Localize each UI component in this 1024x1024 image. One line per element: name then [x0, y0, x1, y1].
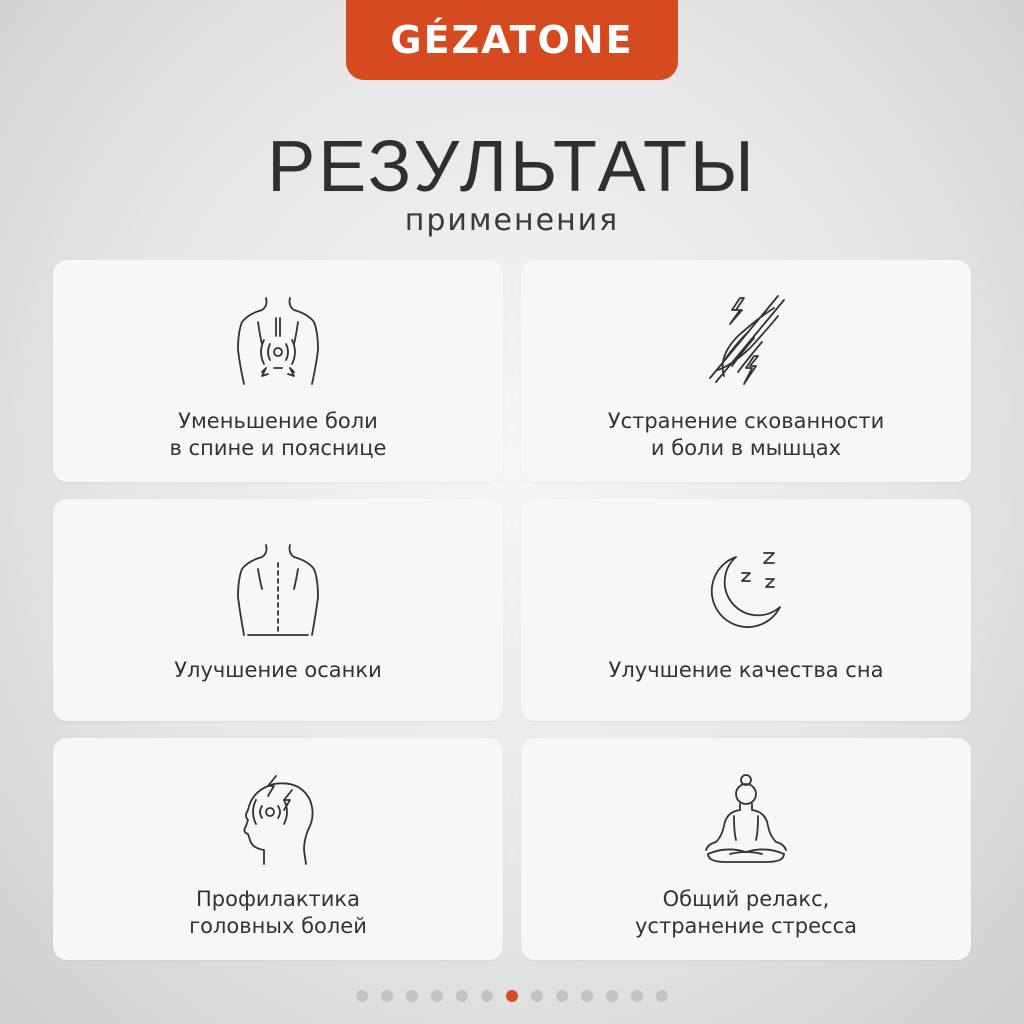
- benefit-label: [53, 886, 503, 940]
- benefit-label-line1: Уменьшение боли: [178, 409, 378, 433]
- benefit-card-headache: [53, 738, 503, 960]
- benefit-label-line2: в спине и пояснице: [169, 436, 387, 460]
- benefit-card-back-pain: [53, 260, 503, 482]
- benefit-card-sleep: [521, 499, 971, 721]
- pagination-dot[interactable]: [556, 990, 568, 1002]
- pagination-dot[interactable]: [406, 990, 418, 1002]
- benefit-card-muscle: [521, 260, 971, 482]
- posture-icon: [228, 541, 328, 641]
- page-subtitle: применения: [404, 203, 620, 238]
- meditation-icon: [696, 770, 796, 870]
- benefit-label-line2: и боли в мышцах: [650, 436, 842, 460]
- headache-icon: [228, 770, 328, 870]
- benefit-card-posture: [53, 499, 503, 721]
- pagination-dot[interactable]: [381, 990, 393, 1002]
- benefit-label-line1: Общий релакс,: [662, 887, 830, 911]
- pagination-dot[interactable]: [531, 990, 543, 1002]
- benefit-label: [53, 408, 503, 462]
- muscle-icon: [696, 292, 796, 392]
- pagination-dot[interactable]: [631, 990, 643, 1002]
- pagination-dot-active[interactable]: [506, 990, 518, 1002]
- pagination: [0, 990, 1024, 1002]
- brand-logo-text: GÉZATONE: [390, 18, 634, 62]
- sleep-moon-icon: [696, 541, 796, 641]
- pagination-dot[interactable]: [581, 990, 593, 1002]
- benefit-label-line1: Улучшение качества сна: [608, 658, 884, 682]
- pagination-dot[interactable]: [481, 990, 493, 1002]
- benefit-label: [521, 408, 971, 462]
- benefit-label: [53, 657, 503, 684]
- benefit-label-line2: устранение стресса: [634, 914, 858, 938]
- pagination-dot[interactable]: [606, 990, 618, 1002]
- pagination-dot[interactable]: [431, 990, 443, 1002]
- benefit-label-line1: Профилактика: [196, 887, 360, 911]
- page-title: РЕЗУЛЬТАТЫ: [267, 127, 757, 207]
- benefit-label: [521, 657, 971, 684]
- benefit-label-line1: Улучшение осанки: [174, 658, 382, 682]
- benefit-label-line2: головных болей: [189, 914, 367, 938]
- benefit-label: [521, 886, 971, 940]
- back-pain-icon: [228, 292, 328, 392]
- pagination-dot[interactable]: [456, 990, 468, 1002]
- pagination-dot[interactable]: [356, 990, 368, 1002]
- benefit-label-line1: Устранение скованности: [607, 409, 885, 433]
- benefit-card-relax: [521, 738, 971, 960]
- pagination-dot[interactable]: [656, 990, 668, 1002]
- brand-logo: [346, 0, 678, 80]
